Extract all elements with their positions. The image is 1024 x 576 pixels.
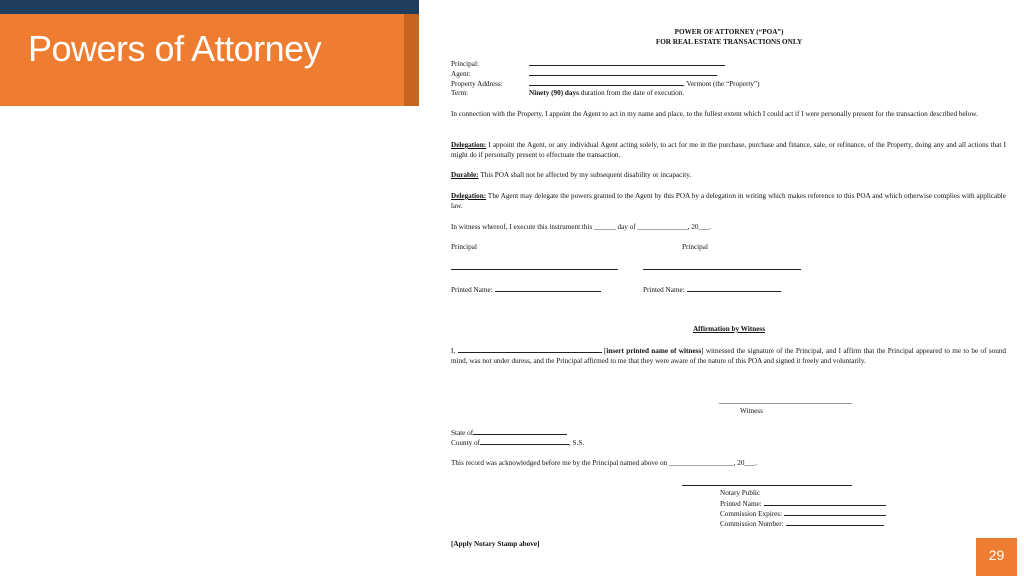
agent-label: Agent: [451,70,471,78]
page-number-badge: 29 [976,538,1017,576]
principal-signature-label-2: Principal [682,243,708,251]
property-label: Property Address: [451,80,503,88]
state-label: State of [451,429,474,437]
printed-name-row-2 [643,284,781,295]
witness-label: Witness [740,407,763,415]
county-label: County of [451,439,480,447]
term-bold: Ninety (90) days [529,89,579,97]
witness-name-blank [458,345,602,353]
doc-heading-2: FOR REAL ESTATE TRANSACTIONS ONLY [655,38,803,46]
commission-expires-blank [784,508,886,516]
principal-signature-label-1: Principal [451,243,477,251]
durable-paragraph [451,170,1006,180]
affirm-rest: ] witnessed the signature of the Principal, and I affirm that the Principal appeared to me to be of sound mind, was not under duress, and the Principal affirmed to me that they were aware of the nature of this POA and signed it freely and voluntarily. [451,347,1006,366]
term-rest: duration from the date of execution. [578,89,685,97]
printed-name-blank-2 [687,284,781,292]
commission-expires-label: Commission Expires: [720,510,783,518]
principal-blank [529,58,725,66]
principal-label: Principal: [451,60,479,68]
county-blank [480,437,569,445]
affirmation-title: Affirmation by Witness [692,325,765,333]
commission-number-row [720,518,884,529]
printed-name-label-1: Printed Name: [451,286,493,294]
notary-printed-blank [764,498,886,506]
delegation-paragraph-2 [451,191,1006,211]
slide-topbar [0,0,419,14]
notary-signature-line [682,485,852,486]
commission-number-label: Commission Number: [720,520,784,528]
state-blank [473,427,567,435]
doc-heading-1: POWER OF ATTORNEY (“POA”) [674,28,784,36]
county-suffix: , S.S. [568,439,585,447]
slide-title: Powers of Attorney [28,28,322,69]
durable-label: Durable: [451,171,479,179]
notary-stamp-note: [Apply Notary Stamp above] [451,540,540,548]
delegation-text-2: The Agent may delegate the powers granted to the Agent by this POA by a delegation in writing which makes reference to this POA and which otherwise complies with applicable law. [451,192,1006,211]
delegation-paragraph-1 [451,140,1006,160]
delegation-text-1: I appoint the Agent, or any individual Agent acting solely, to act for me in the purchase, purchase and finance, sale, or refinance, of the Property, doing any and all actions that I might do if personally present to effectuate the transaction. [451,141,1006,160]
signature-line-2 [643,269,801,270]
affirm-bold: insert printed name of witness [606,347,702,355]
signature-line-1 [451,269,618,270]
durable-text: This POA shall not be affected by my subsequent disability or incapacity. [478,171,692,179]
property-suffix: , Vermont (the “Property”) [683,80,760,88]
witness-signature-line [719,403,852,404]
county-row [451,437,584,448]
agent-blank [529,68,717,76]
property-blank [529,78,683,86]
printed-name-row-1 [451,284,601,295]
witness-whereof-line: In witness whereof, I execute this instrument this ______ day of ______________, 20___. [451,223,712,231]
term-label: Term: [451,89,469,97]
notary-printed-label: Printed Name: [720,500,762,508]
title-box [0,14,404,106]
affirm-prefix: I, [451,347,456,355]
connection-paragraph: In connection with the Property, I appoint the Agent to act in my name and place, to the fullest extent which I could act if I were personally present for the transaction described below. [451,110,978,118]
commission-number-blank [786,518,884,526]
affirmation-paragraph: I, [insert printed name of witness] witnessed the signature of the Principal, and I affirm that the Principal appeared to me to be of sound mind, was not under duress, and the Principal affirmed to me that they were aware of the nature of this POA and signed it freely and voluntarily. [451,347,1006,366]
notary-public-label: Notary Public [720,489,761,497]
term-row [451,88,684,98]
printed-name-blank-1 [495,284,601,292]
printed-name-label-2: Printed Name: [643,286,685,294]
delegation-label-2: Delegation: [451,192,487,200]
delegation-label-1: Delegation: [451,141,487,149]
acknowledgment-line: This record was acknowledged before me by the Principal named above on __________________, 20___. [451,459,757,467]
